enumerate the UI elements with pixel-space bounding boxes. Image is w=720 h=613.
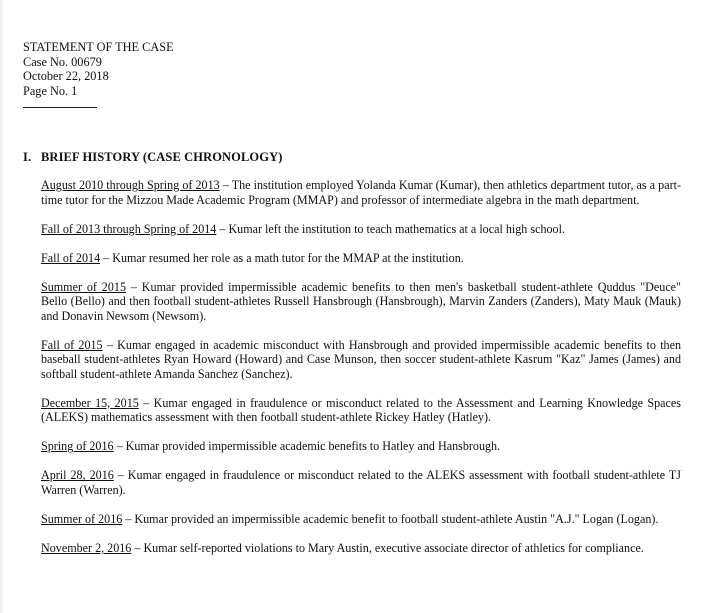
entry-text: – Kumar self-reported violations to Mary Austin, executive associate director of athletics for compliance. bbox=[131, 541, 644, 556]
entry-text: – Kumar provided an impermissible academic benefit to football student-athlete Austin "A.J." Logan (Logan). bbox=[122, 512, 659, 527]
section-heading bbox=[23, 150, 282, 165]
entry-date: November 2, 2016 bbox=[41, 541, 132, 556]
entry-date: Fall of 2013 through Spring of 2014 bbox=[41, 221, 217, 236]
entry-text: – Kumar provided impermissible academic benefits to Hatley and Hansbrough. bbox=[113, 439, 501, 454]
case-number: Case No. 00679 bbox=[23, 54, 102, 69]
entry-date: Fall of 2014 bbox=[41, 250, 101, 265]
section-number: I. bbox=[23, 150, 32, 164]
entry-text: – Kumar provided impermissible academic benefits to then men's basketball student-athlete Quddus "Deuce" Bello (Bello) and then football student-athletes Russell Hansbrough (Hansbrough), Marvin Zanders (Zanders), Maty Mauk (Mauk) and Donavin Newsom (Newsom). bbox=[41, 279, 681, 323]
entry-date: December 15, 2015 bbox=[41, 395, 139, 410]
entry-text: – Kumar engaged in fraudulence or misconduct related to the Assessment and Learning Knowledge Spaces (ALEKS) mathematics assessment with then football student-athlete Rickey Hatley (Hatley). bbox=[41, 395, 681, 425]
section-title: BRIEF HISTORY (CASE CHRONOLOGY) bbox=[41, 150, 283, 164]
chronology-entry bbox=[41, 439, 681, 454]
page-number: Page No. 1 bbox=[23, 83, 78, 98]
header-divider bbox=[23, 107, 97, 108]
chronology-list bbox=[41, 178, 681, 570]
entry-date: April 28, 2016 bbox=[41, 468, 114, 483]
chronology-entry bbox=[41, 396, 681, 425]
chronology-entry bbox=[41, 338, 681, 382]
chronology-entry bbox=[41, 512, 681, 527]
chronology-entry bbox=[41, 280, 681, 324]
entry-text: – Kumar resumed her role as a math tutor for the MMAP at the institution. bbox=[100, 250, 464, 265]
entry-date: Fall of 2015 bbox=[41, 337, 103, 352]
entry-text: – Kumar engaged in academic misconduct with Hansbrough and provided impermissible academic benefits to then baseball student-athletes Ryan Howard (Howard) and Case Munson, then soccer student-athlete Kasrum "Kaz" James (James) and softball student-athlete Amanda Sanchez (Sanchez). bbox=[41, 337, 682, 381]
document-date: October 22, 2018 bbox=[23, 69, 109, 84]
chronology-entry bbox=[41, 541, 681, 556]
entry-text: – The institution employed Yolanda Kumar (Kumar), then athletics department tutor, as a part-time tutor for the Mizzou Made Academic Program (MMAP) and professor of intermediate algebra in the math department. bbox=[41, 178, 681, 207]
entry-date: Summer of 2016 bbox=[41, 512, 123, 527]
chronology-entry bbox=[41, 222, 681, 237]
chronology-entry bbox=[41, 178, 681, 207]
entry-text: – Kumar left the institution to teach mathematics at a local high school. bbox=[216, 221, 565, 236]
entry-date: Summer of 2015 bbox=[41, 279, 126, 294]
chronology-entry bbox=[41, 251, 681, 266]
entry-date: Spring of 2016 bbox=[41, 439, 114, 454]
entry-text: – Kumar engaged in fraudulence or misconduct related to the ALEKS assessment with football student-athlete TJ Warren (Warren). bbox=[41, 468, 681, 498]
document-title: STATEMENT OF THE CASE bbox=[23, 40, 174, 54]
entry-date: August 2010 through Spring of 2013 bbox=[41, 178, 220, 192]
document-header bbox=[23, 40, 174, 108]
chronology-entry bbox=[41, 468, 681, 497]
